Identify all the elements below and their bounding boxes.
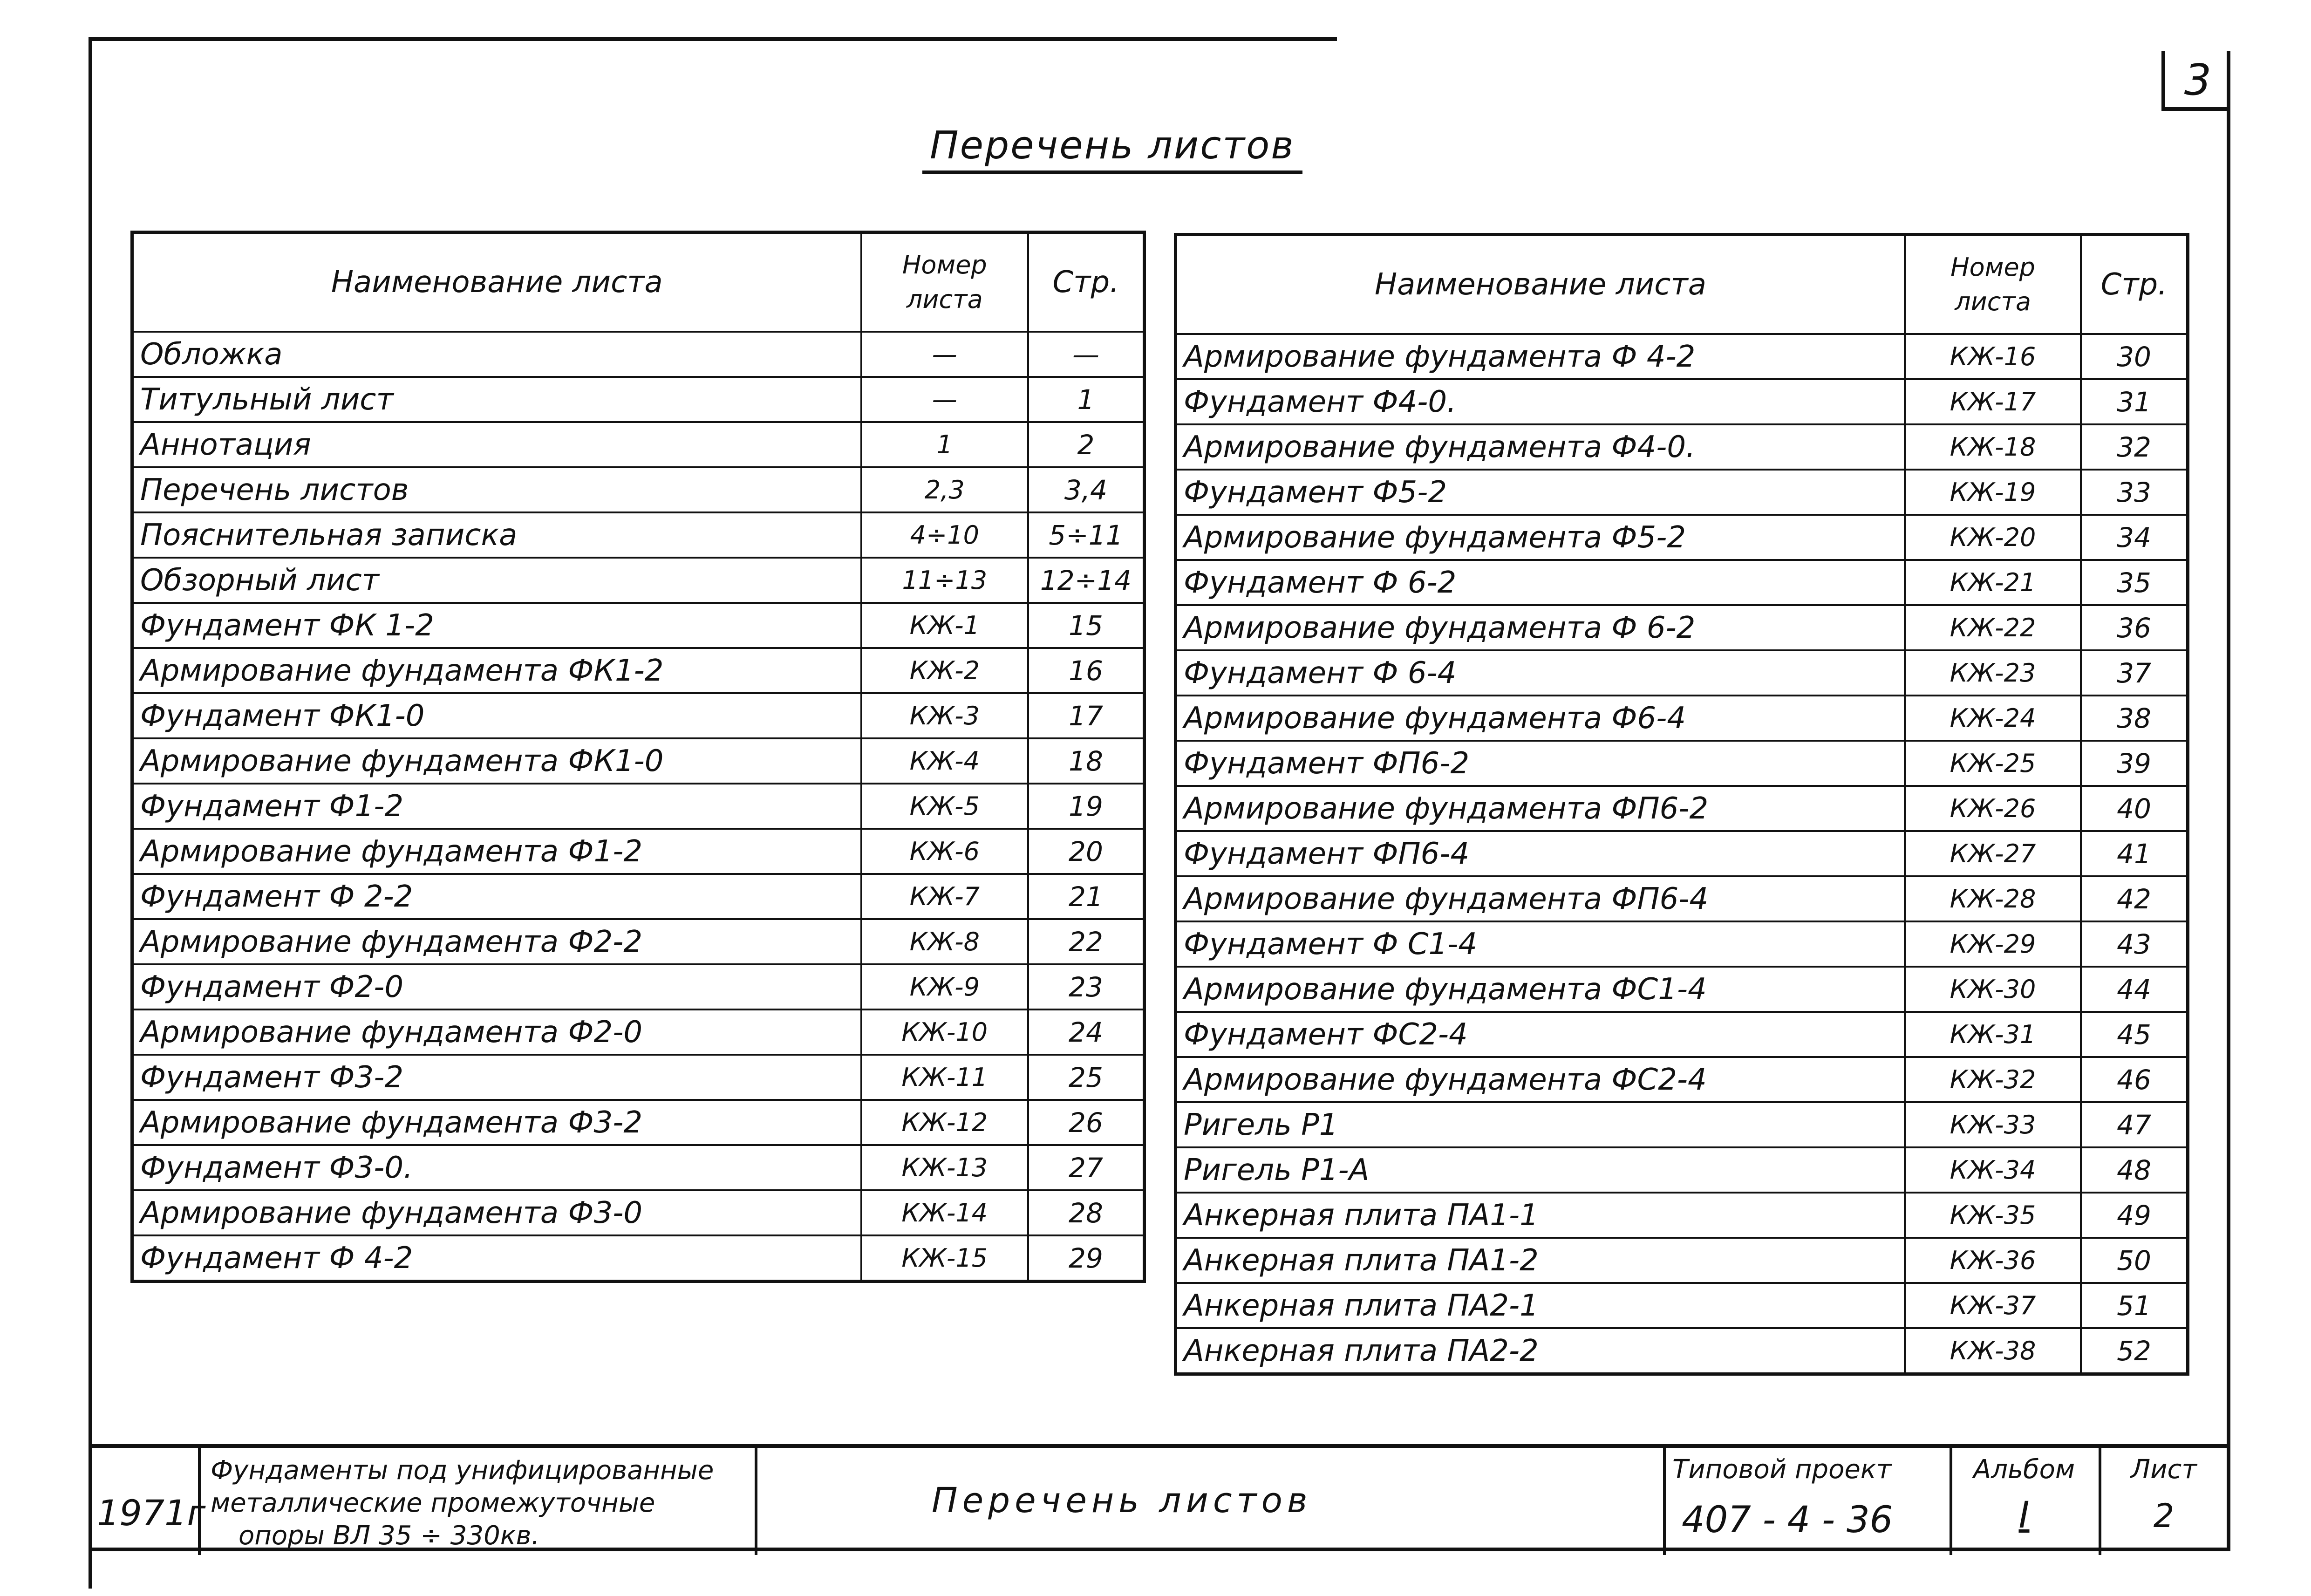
table-row	[1176, 741, 2188, 786]
sheet-name-cell: Армирование фундамента ФП6-2	[1176, 786, 1905, 831]
sheet-number-cell: КЖ-14	[861, 1190, 1028, 1235]
table-header-row	[132, 232, 1145, 332]
table-row	[132, 738, 1145, 784]
sheet-number-cell: 11÷13	[861, 558, 1028, 603]
sheet-number-cell: КЖ-10	[861, 1009, 1028, 1055]
sheet-name-cell: Армирование фундамента Ф2-0	[132, 1009, 861, 1055]
sheet-name-cell: Армирование фундамента Ф2-2	[132, 919, 861, 964]
page-number-cell: 30	[2081, 334, 2188, 379]
page-number-cell: —	[1028, 332, 1145, 377]
table-row	[1176, 786, 2188, 831]
frame-left-line	[89, 37, 92, 1589]
header-number	[1905, 235, 2081, 334]
sheet-name-cell: Армирование фундамента Ф 6-2	[1176, 605, 1905, 650]
table-row	[1176, 1283, 2188, 1328]
frame-top-line	[89, 37, 1337, 41]
sheet-number-cell: КЖ-23	[1905, 650, 2081, 696]
table-row	[132, 1145, 1145, 1190]
table-row	[1176, 1328, 2188, 1374]
stamp-sheet-number: 2	[2153, 1497, 2175, 1535]
sheet-number-cell: КЖ-26	[1905, 786, 2081, 831]
sheet-name-cell: Фундамент Ф 6-2	[1176, 560, 1905, 605]
frame-right-line	[2227, 51, 2230, 1551]
header-page: Стр.	[2081, 235, 2188, 334]
sheet-name-cell: Фундамент Ф 4-2	[132, 1235, 861, 1282]
sheet-number-cell: КЖ-15	[861, 1235, 1028, 1282]
sheet-number-cell: КЖ-33	[1905, 1102, 2081, 1147]
stamp-divider	[755, 1448, 757, 1555]
sheet-number-cell: КЖ-24	[1905, 696, 2081, 741]
stamp-description-line2: металлические промежуточные	[211, 1488, 655, 1518]
sheet-name-cell: Фундамент Ф3-2	[132, 1055, 861, 1100]
stamp-project-number: 407 - 4 - 36	[1682, 1499, 1893, 1541]
stamp-description	[211, 1454, 714, 1552]
sheet-number-cell: КЖ-2	[861, 648, 1028, 693]
page-number-cell: 45	[2081, 1012, 2188, 1057]
header-number-line1: Номер	[1950, 252, 2035, 282]
page-number-cell: 46	[2081, 1057, 2188, 1102]
table-row	[132, 829, 1145, 874]
sheet-number-cell: КЖ-16	[1905, 334, 2081, 379]
page-number-cell: 48	[2081, 1147, 2188, 1193]
page-number-cell: 51	[2081, 1283, 2188, 1328]
page-number-cell: 34	[2081, 515, 2188, 560]
page-number-cell: 47	[2081, 1102, 2188, 1147]
sheet-number-cell: КЖ-5	[861, 784, 1028, 829]
sheet-number-cell: КЖ-34	[1905, 1147, 2081, 1193]
header-number-line1: Номер	[902, 250, 987, 280]
sheet-name-cell: Фундамент ФС2-4	[1176, 1012, 1905, 1057]
title-block	[89, 1444, 2230, 1555]
sheet-name-cell: Пояснительная записка	[132, 512, 861, 558]
table-row	[1176, 1238, 2188, 1283]
table-row	[1176, 921, 2188, 967]
sheet-name-cell: Фундамент Ф2-0	[132, 964, 861, 1009]
sheet-name-cell: Перечень листов	[132, 467, 861, 512]
page-number-cell: 3,4	[1028, 467, 1145, 512]
table-row	[132, 558, 1145, 603]
sheet-name-cell: Армирование фундамента Ф6-4	[1176, 696, 1905, 741]
sheet-number-cell: КЖ-1	[861, 603, 1028, 648]
sheet-number-cell: КЖ-13	[861, 1145, 1028, 1190]
sheet-number-cell: КЖ-36	[1905, 1238, 2081, 1283]
sheet-number-cell: КЖ-28	[1905, 876, 2081, 921]
table-row	[132, 422, 1145, 467]
table-row	[1176, 560, 2188, 605]
page-number-cell: 15	[1028, 603, 1145, 648]
page-number-cell: 20	[1028, 829, 1145, 874]
page-number-cell: 32	[2081, 424, 2188, 470]
table-row	[1176, 424, 2188, 470]
sheet-number-cell: КЖ-17	[1905, 379, 2081, 424]
page-number-cell: 17	[1028, 693, 1145, 738]
sheet-number-cell: КЖ-35	[1905, 1193, 2081, 1238]
sheet-name-cell: Фундамент Ф 6-4	[1176, 650, 1905, 696]
page-number-cell: 22	[1028, 919, 1145, 964]
table-row	[132, 1190, 1145, 1235]
sheet-name-cell: Фундамент Ф3-0.	[132, 1145, 861, 1190]
stamp-description-line1: Фундаменты под унифицированные	[211, 1455, 714, 1486]
header-number-line2: листа	[1955, 287, 2031, 316]
stamp-description-line3: опоры ВЛ 35 ÷ 330кв.	[239, 1521, 540, 1551]
sheet-name-cell: Фундамент Ф С1-4	[1176, 921, 1905, 967]
page-number-cell: 27	[1028, 1145, 1145, 1190]
sheet-name-cell: Фундамент Ф4-0.	[1176, 379, 1905, 424]
table-header-row	[1176, 235, 2188, 334]
page-number-cell: 39	[2081, 741, 2188, 786]
page-number-cell: 1	[1028, 377, 1145, 422]
page-number-cell: 36	[2081, 605, 2188, 650]
sheet-name-cell: Фундамент Ф 2-2	[132, 874, 861, 919]
table-body-left	[132, 332, 1145, 1282]
page-number-cell: 28	[1028, 1190, 1145, 1235]
sheet-number-cell: КЖ-38	[1905, 1328, 2081, 1374]
sheet-number-cell: КЖ-3	[861, 693, 1028, 738]
table-row	[1176, 605, 2188, 650]
page-number-cell: 52	[2081, 1328, 2188, 1374]
sheet-name-cell: Армирование фундамента ФК1-2	[132, 648, 861, 693]
stamp-divider	[2099, 1448, 2101, 1555]
header-number-line2: листа	[906, 285, 983, 314]
page-number-cell: 40	[2081, 786, 2188, 831]
page-number-cell: 16	[1028, 648, 1145, 693]
sheet-number-cell: КЖ-37	[1905, 1283, 2081, 1328]
sheet-name-cell: Армирование фундамента Ф5-2	[1176, 515, 1905, 560]
table-row	[1176, 379, 2188, 424]
stamp-album-label: Альбом	[1973, 1454, 2075, 1485]
sheet-number-cell: КЖ-27	[1905, 831, 2081, 876]
table-row	[1176, 1057, 2188, 1102]
table-row	[1176, 515, 2188, 560]
table-row	[1176, 334, 2188, 379]
sheet-name-cell: Армирование фундамента Ф3-2	[132, 1100, 861, 1145]
page-number-cell: 33	[2081, 470, 2188, 515]
sheet-name-cell: Обзорный лист	[132, 558, 861, 603]
stamp-divider	[1663, 1448, 1666, 1555]
sheet-name-cell: Обложка	[132, 332, 861, 377]
page-number-cell: 2	[1028, 422, 1145, 467]
stamp-divider	[198, 1448, 201, 1555]
stamp-divider	[1950, 1448, 1952, 1555]
table-row	[1176, 1102, 2188, 1147]
table-row	[1176, 650, 2188, 696]
sheet-number-cell: КЖ-12	[861, 1100, 1028, 1145]
sheet-number-cell: —	[861, 332, 1028, 377]
page-number-cell: 50	[2081, 1238, 2188, 1283]
sheet-number-cell: КЖ-22	[1905, 605, 2081, 650]
sheet-number-cell: 4÷10	[861, 512, 1028, 558]
page-number-cell: 5÷11	[1028, 512, 1145, 558]
sheet-number-cell: —	[861, 377, 1028, 422]
sheet-number-cell: КЖ-21	[1905, 560, 2081, 605]
table-row	[132, 648, 1145, 693]
sheet-name-cell: Фундамент ФК1-0	[132, 693, 861, 738]
header-number	[861, 232, 1028, 332]
page-number-cell: 23	[1028, 964, 1145, 1009]
table-row	[1176, 470, 2188, 515]
sheet-number-cell: КЖ-29	[1905, 921, 2081, 967]
page-number-cell: 43	[2081, 921, 2188, 967]
sheet-name-cell: Титульный лист	[132, 377, 861, 422]
table-row	[132, 467, 1145, 512]
table-row	[132, 512, 1145, 558]
page-number-cell: 25	[1028, 1055, 1145, 1100]
stamp-sheet-title: Перечень листов	[932, 1480, 1312, 1521]
page-number-cell: 49	[2081, 1193, 2188, 1238]
sheet-number-cell: КЖ-7	[861, 874, 1028, 919]
sheet-number-cell: КЖ-18	[1905, 424, 2081, 470]
table-row	[1176, 967, 2188, 1012]
header-name: Наименование листа	[1176, 235, 1905, 334]
page-number-cell: 19	[1028, 784, 1145, 829]
page-number-cell: 38	[2081, 696, 2188, 741]
page-number-cell: 26	[1028, 1100, 1145, 1145]
header-page: Стр.	[1028, 232, 1145, 332]
table-row	[1176, 1012, 2188, 1057]
stamp-album-number: I	[2018, 1494, 2030, 1536]
page-number-cell: 31	[2081, 379, 2188, 424]
sheet-number-cell: КЖ-19	[1905, 470, 2081, 515]
sheet-name-cell: Анкерная плита ПА1-1	[1176, 1193, 1905, 1238]
page-number-cell: 24	[1028, 1009, 1145, 1055]
sheet-name-cell: Фундамент Ф5-2	[1176, 470, 1905, 515]
sheet-name-cell: Ригель Р1	[1176, 1102, 1905, 1147]
sheet-list-table-right	[1174, 233, 2189, 1376]
page-number-cell: 29	[1028, 1235, 1145, 1282]
table-row	[1176, 1147, 2188, 1193]
sheet-name-cell: Армирование фундамента ФС2-4	[1176, 1057, 1905, 1102]
sheet-number-cell: 1	[861, 422, 1028, 467]
sheet-name-cell: Армирование фундамента Ф1-2	[132, 829, 861, 874]
sheet-name-cell: Фундамент ФП6-2	[1176, 741, 1905, 786]
table-row	[132, 603, 1145, 648]
page-number-cell: 37	[2081, 650, 2188, 696]
sheet-number-cell: КЖ-25	[1905, 741, 2081, 786]
sheet-number-cell: КЖ-9	[861, 964, 1028, 1009]
stamp-year: 1971г	[97, 1492, 206, 1534]
table-row	[1176, 831, 2188, 876]
sheet-number-cell: КЖ-31	[1905, 1012, 2081, 1057]
header-name: Наименование листа	[132, 232, 861, 332]
sheet-name-cell: Анкерная плита ПА2-1	[1176, 1283, 1905, 1328]
sheet-name-cell: Армирование фундамента ФС1-4	[1176, 967, 1905, 1012]
stamp-sheet-label: Лист	[2131, 1454, 2197, 1485]
table-body-right	[1176, 334, 2188, 1374]
page-number-cell: 21	[1028, 874, 1145, 919]
sheet-name-cell: Армирование фундамента Ф 4-2	[1176, 334, 1905, 379]
page-title: Перечень листов	[922, 123, 1302, 174]
table-row	[132, 1055, 1145, 1100]
table-row	[132, 1235, 1145, 1282]
table-row	[132, 332, 1145, 377]
table-row	[132, 874, 1145, 919]
table-row	[132, 377, 1145, 422]
corner-sheet-number: 3	[2184, 55, 2212, 105]
table-row	[132, 784, 1145, 829]
page-number-cell: 35	[2081, 560, 2188, 605]
sheet-name-cell: Армирование фундамента Ф3-0	[132, 1190, 861, 1235]
corner-sheet-number-box	[2161, 51, 2230, 111]
table-row	[1176, 696, 2188, 741]
page-number-cell: 12÷14	[1028, 558, 1145, 603]
table-row	[132, 919, 1145, 964]
table-row	[132, 1009, 1145, 1055]
sheet-list-table-left	[130, 231, 1146, 1283]
sheet-number-cell: КЖ-6	[861, 829, 1028, 874]
sheet-number-cell: КЖ-30	[1905, 967, 2081, 1012]
page-number-cell: 42	[2081, 876, 2188, 921]
sheet-name-cell: Анкерная плита ПА2-2	[1176, 1328, 1905, 1374]
sheet-name-cell: Ригель Р1-А	[1176, 1147, 1905, 1193]
sheet-name-cell: Армирование фундамента ФК1-0	[132, 738, 861, 784]
page-number-cell: 41	[2081, 831, 2188, 876]
sheet-name-cell: Фундамент ФК 1-2	[132, 603, 861, 648]
sheet-number-cell: КЖ-20	[1905, 515, 2081, 560]
sheet-name-cell: Фундамент Ф1-2	[132, 784, 861, 829]
table-row	[1176, 1193, 2188, 1238]
sheet-number-cell: КЖ-11	[861, 1055, 1028, 1100]
sheet-name-cell: Аннотация	[132, 422, 861, 467]
sheet-name-cell: Фундамент ФП6-4	[1176, 831, 1905, 876]
page-number-cell: 44	[2081, 967, 2188, 1012]
sheet-name-cell: Армирование фундамента Ф4-0.	[1176, 424, 1905, 470]
sheet-name-cell: Анкерная плита ПА1-2	[1176, 1238, 1905, 1283]
sheet-number-cell: КЖ-8	[861, 919, 1028, 964]
sheet-number-cell: КЖ-32	[1905, 1057, 2081, 1102]
page-number-cell: 18	[1028, 738, 1145, 784]
table-row	[132, 1100, 1145, 1145]
table-row	[132, 964, 1145, 1009]
sheet-number-cell: КЖ-4	[861, 738, 1028, 784]
table-row	[1176, 876, 2188, 921]
sheet-number-cell: 2,3	[861, 467, 1028, 512]
table-row	[132, 693, 1145, 738]
sheet-name-cell: Армирование фундамента ФП6-4	[1176, 876, 1905, 921]
stamp-project-label: Типовой проект	[1672, 1454, 1892, 1485]
